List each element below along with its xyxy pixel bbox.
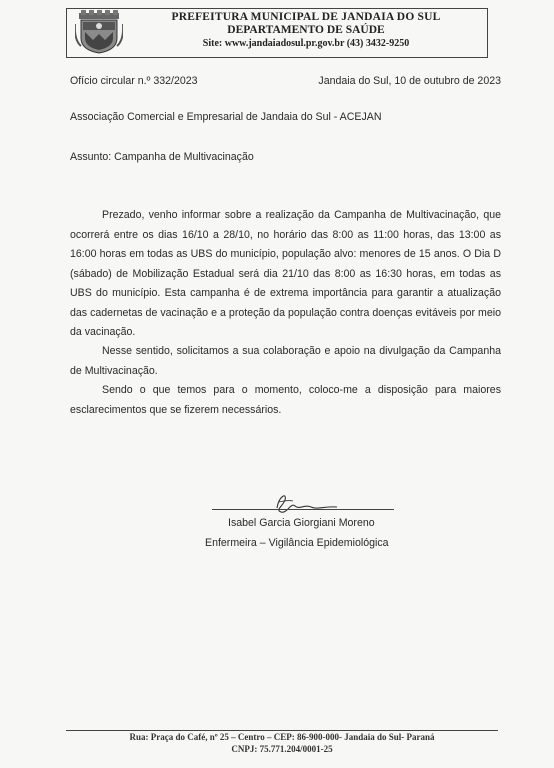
body-paragraph: Nesse sentido, solicitamos a sua colaboração e apoio na divulgação da Campanha de Multivacinação. bbox=[70, 345, 501, 377]
footer-divider bbox=[66, 730, 498, 731]
body-paragraph: Sendo o que temos para o momento, coloco-me a disposição para maiores esclarecimentos que se fizerem necessários. bbox=[70, 384, 501, 416]
signature-line bbox=[212, 509, 394, 510]
letterhead-contact: Site: www.jandaiadosul.pr.gov.br (43) 3432-9250 bbox=[202, 38, 410, 49]
body-paragraph: Prezado, venho informar sobre a realização da Campanha de Multivacinação, que ocorrerá entre os dias 16/10 a 28/10, no horário das 8:00 as 11:00 horas, das 13:00 as 16:00 horas em todas as UBS do município, população alvo: menores de 15 anos. O Dia D (sábado) de Mobilização Estadual será dia 21/10 das 8:00 as 16:30 horas, em todas as UBS do município. Esta campanha é de extrema importância para garantir a atualização das cadernetas de vacinação e a proteção da população contra doenças evitáveis por meio da vacinação. bbox=[70, 209, 501, 338]
letter-recipient: Associação Comercial e Empresarial de Jandaia do Sul - ACEJAN bbox=[70, 111, 382, 123]
letter-subject: Assunto: Campanha de Multivacinação bbox=[70, 151, 254, 163]
letterhead-department: DEPARTAMENTO DE SAÚDE bbox=[227, 24, 385, 36]
signatory-name: Isabel Garcia Giorgiani Moreno bbox=[228, 517, 375, 529]
handwritten-signature bbox=[265, 488, 345, 518]
letterhead-title: PREFEITURA MUNICIPAL DE JANDAIA DO SUL bbox=[171, 11, 441, 23]
signatory-role: Enfermeira – Vigilância Epidemiológica bbox=[205, 537, 389, 549]
municipal-coat-of-arms-icon bbox=[75, 10, 123, 54]
footer-cnpj: CNPJ: 75.771.204/0001-25 bbox=[231, 744, 333, 754]
footer-address: Rua: Praça do Café, nº 25 – Centro – CEP: 86-900-000- Jandaia do Sul- Paraná bbox=[129, 732, 435, 742]
letter-reference: Ofício circular n.º 332/2023 bbox=[70, 75, 198, 87]
letter-place-date: Jandaia do Sul, 10 de outubro de 2023 bbox=[318, 75, 501, 87]
